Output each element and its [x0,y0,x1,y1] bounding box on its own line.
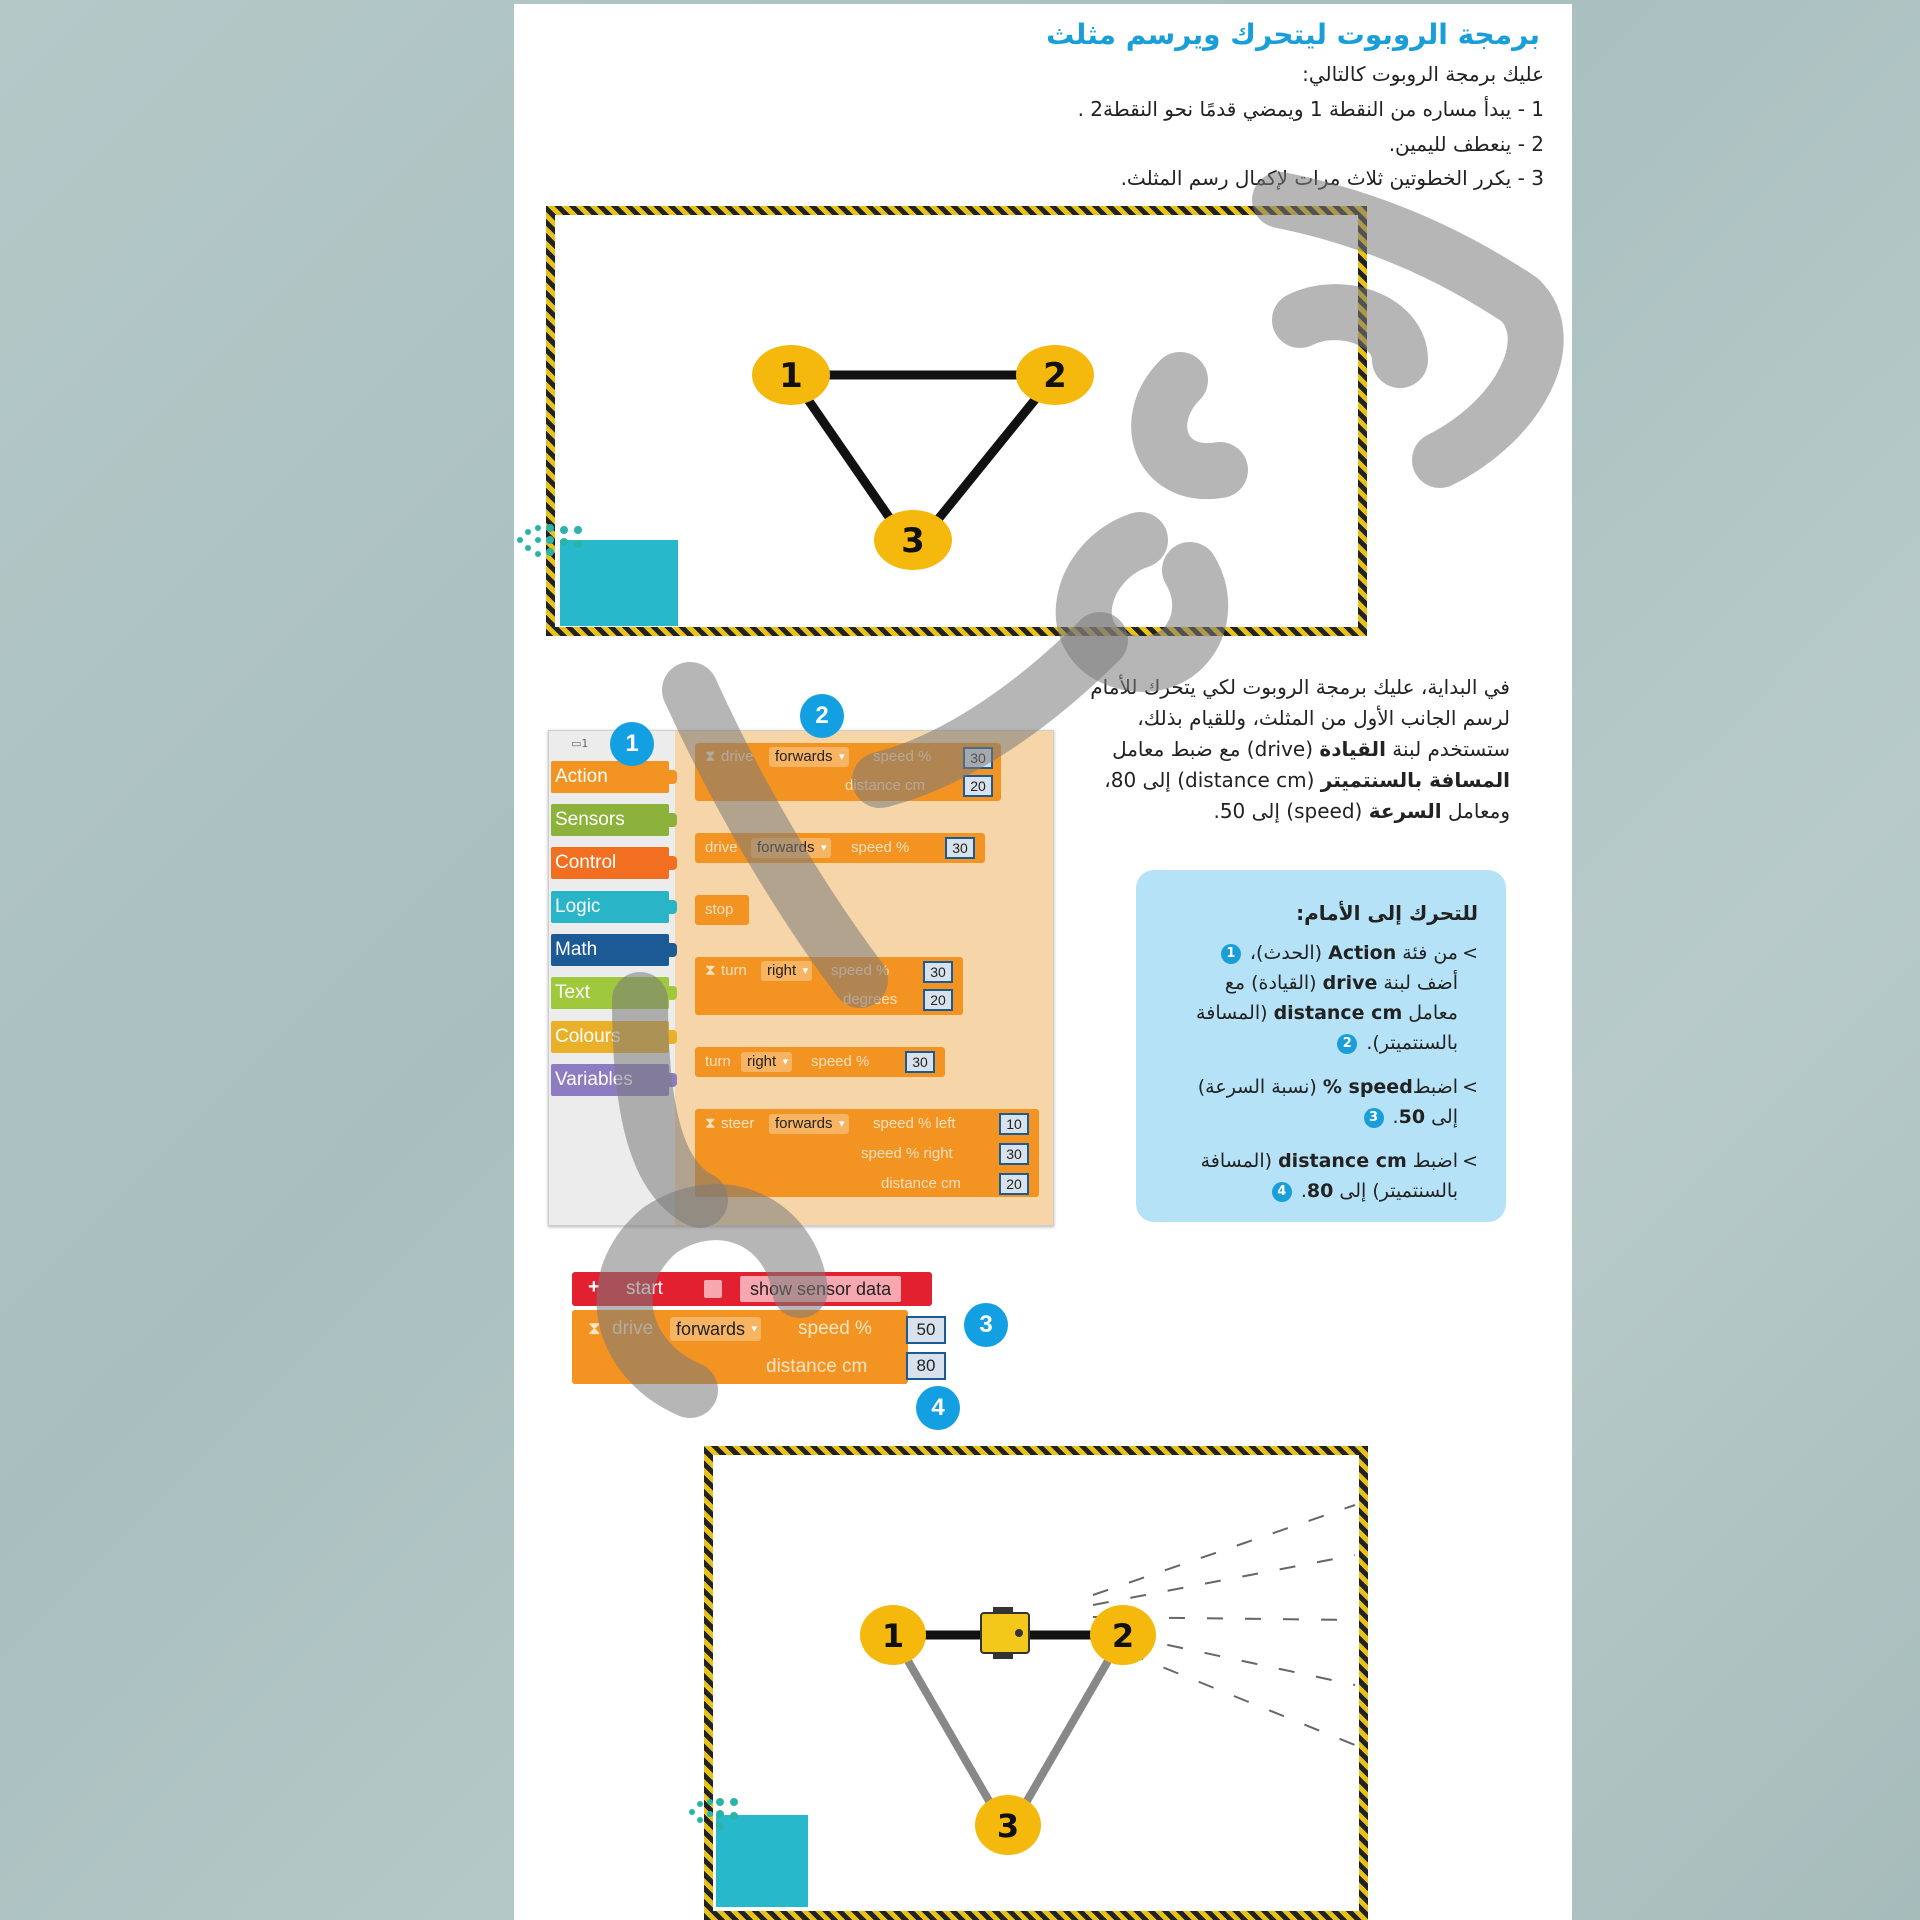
node-3-label: 3 [996,1807,1020,1845]
distance-value-input[interactable] [906,1352,946,1380]
callout-badge-2: 2 [800,694,844,738]
category-control[interactable]: Control [551,847,669,879]
tip-text: (المسافة [1200,1150,1279,1172]
direction-dropdown[interactable]: forwards ▾ [769,747,849,767]
page-title: برمجة الروبوت ليتحرك ويرسم مثلث [1046,18,1540,51]
tip-text: (المسافة [1196,1002,1274,1024]
tip-text: معامل [1402,1002,1458,1024]
para-line-3 [1090,734,1510,765]
value-text: 50 [908,1318,944,1342]
step-3: 3 - يكرر الخطوتين ثلاث مرات لإكمال رسم المثلث. [1120,166,1544,190]
speed-value-input[interactable] [945,837,975,859]
category-toolbox [549,731,675,1225]
node-2-label: 2 [1111,1617,1135,1655]
tip-text: إلى [1425,1106,1458,1128]
tip-box [1136,870,1506,1222]
tip-text: (الحدث)، [1243,942,1329,964]
tip-number-2: 2 [1337,1034,1357,1054]
tip-number-3: 3 [1364,1108,1384,1128]
tip-bold: distance cm [1278,1150,1407,1172]
tip-text: . [1294,1180,1307,1202]
para-bold: السرعة [1368,799,1442,823]
value-text: 30 [965,749,991,767]
para-bold: المسافة بالسنتميتر [1320,768,1510,792]
block-label: drive [705,839,738,856]
step-1: 1 - يبدأ مساره من النقطة 1 ويمضي قدمًا نحو النقطة2 . [1077,97,1544,121]
tip-bold: speed % [1322,1076,1413,1098]
direction-dropdown[interactable]: forwards ▾ [751,838,831,858]
turn-degrees-block[interactable] [695,957,963,1015]
tip-text: . [1386,1106,1399,1128]
block-label: turn [705,1053,731,1070]
sensor-data-checkbox[interactable] [704,1280,722,1298]
tip-text: بالسنتميتر) إلى [1333,1180,1458,1202]
value-text: 30 [925,963,951,981]
hourglass-icon: ⧗ [705,1115,716,1132]
para-text: ومعامل [1441,799,1510,823]
tip-number-1: 1 [1221,944,1241,964]
block-label: speed % [851,839,910,856]
category-text[interactable]: Text [551,977,669,1009]
tip-text: اضبط [1406,1150,1458,1172]
tip-bold: Action [1328,942,1397,964]
direction-dropdown[interactable]: forwards ▾ [670,1317,761,1341]
speed-value-input[interactable] [906,1316,946,1344]
tip-text: من فئة [1396,942,1458,964]
category-variables[interactable]: Variables [551,1064,669,1096]
block-label: turn [721,962,747,979]
plus-icon: + [588,1276,600,1298]
tip-item-2 [1156,1072,1478,1132]
start-block[interactable] [572,1272,932,1306]
distance-value-input[interactable] [999,1173,1029,1195]
category-logic[interactable]: Logic [551,891,669,923]
direction-dropdown[interactable]: right ▾ [761,961,812,981]
block-label: distance cm [845,777,926,794]
value-text: 20 [1001,1175,1027,1193]
para-text: (distance cm) إلى 80، [1104,768,1321,792]
show-sensor-data-label[interactable]: show sensor data [740,1276,901,1302]
block-label: drive [721,748,754,765]
block-label: speed % [811,1053,870,1070]
callout-badge-3: 3 [964,1303,1008,1347]
para-text: ستستخدم لبنة [1385,737,1510,761]
logo-dots-bottom [684,1796,754,1846]
tip-text: بالسنتميتر). [1360,1032,1458,1054]
tip-bold: drive [1322,972,1378,994]
hourglass-icon: ⧗ [705,962,716,979]
node-3-label: 3 [901,521,925,561]
tip-text: (نسبة السرعة) [1197,1076,1323,1098]
tip-text: أضف لبنة [1377,972,1458,994]
distance-value-input[interactable] [963,775,993,797]
para-text: (speed) إلى 50. [1213,799,1369,823]
block-label: speed % right [861,1145,953,1162]
value-text: 30 [907,1053,933,1071]
steer-block[interactable] [695,1109,1039,1197]
block-label: stop [705,901,734,918]
value-text: 10 [1001,1115,1027,1133]
distance-label: distance cm [766,1356,868,1377]
block-editor [548,730,1054,1226]
tip-bold: 50 [1398,1106,1426,1128]
right-speed-input[interactable] [999,1143,1029,1165]
para-line-5 [1090,796,1510,827]
block-label: speed % left [873,1115,956,1132]
callout-badge-1: 1 [610,722,654,766]
direction-dropdown[interactable]: forwards ▾ [769,1114,849,1134]
turn-block[interactable] [695,1047,945,1077]
step-2: 2 - ينعطف لليمين. [1388,132,1544,156]
speed-label: speed % [798,1318,872,1339]
block-label: degrees [843,991,898,1008]
category-action[interactable]: Action [551,761,669,793]
category-sensors[interactable]: Sensors [551,804,669,836]
left-speed-input[interactable] [999,1113,1029,1135]
intro-paragraph [1090,672,1510,827]
tip-item-3 [1156,1146,1478,1206]
value-text: 30 [1001,1145,1027,1163]
para-bold: القيادة [1319,737,1386,761]
robot-icon [981,1607,1029,1659]
stop-block[interactable] [695,895,749,925]
callout-badge-4: 4 [916,1386,960,1430]
value-text: 80 [908,1354,944,1378]
drive-label: drive [612,1318,654,1339]
tip-bold: 80 [1306,1180,1334,1202]
hourglass-icon: ⧗ [588,1318,601,1338]
category-math[interactable]: Math [551,934,669,966]
script-drive-block[interactable] [572,1310,936,1384]
edge-2-3 [1013,1635,1123,1825]
direction-dropdown[interactable]: right ▾ [741,1052,792,1072]
intro-text: عليك برمجة الروبوت كالتالي: [1302,62,1544,86]
tip-bold: distance cm [1273,1002,1403,1024]
block-label: speed % [831,962,890,979]
drive-distance-block[interactable] [695,743,1001,801]
value-text: 20 [925,991,951,1009]
speed-value-input[interactable] [963,747,993,769]
tip-text: اضبط [1412,1076,1458,1098]
editor-id-label: ▭1 [571,737,589,750]
hourglass-icon: ⧗ [705,748,716,765]
para-text: (drive) مع ضبط معامل [1112,737,1320,761]
category-colours[interactable]: Colours [551,1021,669,1053]
tip-text: (القيادة) مع [1224,972,1323,994]
para-line-2: لرسم الجانب الأول من المثلث، وللقيام بذلك، [1137,706,1510,730]
speed-value-input[interactable] [923,961,953,983]
tip-heading: للتحرك إلى الأمام: [1296,901,1478,925]
node-2-label: 2 [1043,356,1067,396]
degrees-value-input[interactable] [923,989,953,1011]
logo-dots-top [514,522,594,572]
para-line-1: في البداية، عليك برمجة الروبوت لكي يتحرك للأمام [1090,675,1510,699]
block-label: distance cm [881,1175,962,1192]
speed-value-input[interactable] [905,1051,935,1073]
value-text: 20 [965,777,991,795]
tip-number-4: 4 [1272,1182,1292,1202]
value-text: 30 [947,839,973,857]
edge-1-3 [893,1635,1003,1825]
drive-block[interactable] [695,833,985,863]
node-1-label: 1 [779,356,803,396]
node-1-label: 1 [881,1617,905,1655]
triangle-diagram-bottom [713,1455,1359,1911]
para-line-4 [1090,765,1510,796]
tip-item-1 [1156,938,1478,1058]
block-label: speed % [873,748,932,765]
block-label: steer [721,1115,755,1132]
start-label: start [626,1278,663,1299]
